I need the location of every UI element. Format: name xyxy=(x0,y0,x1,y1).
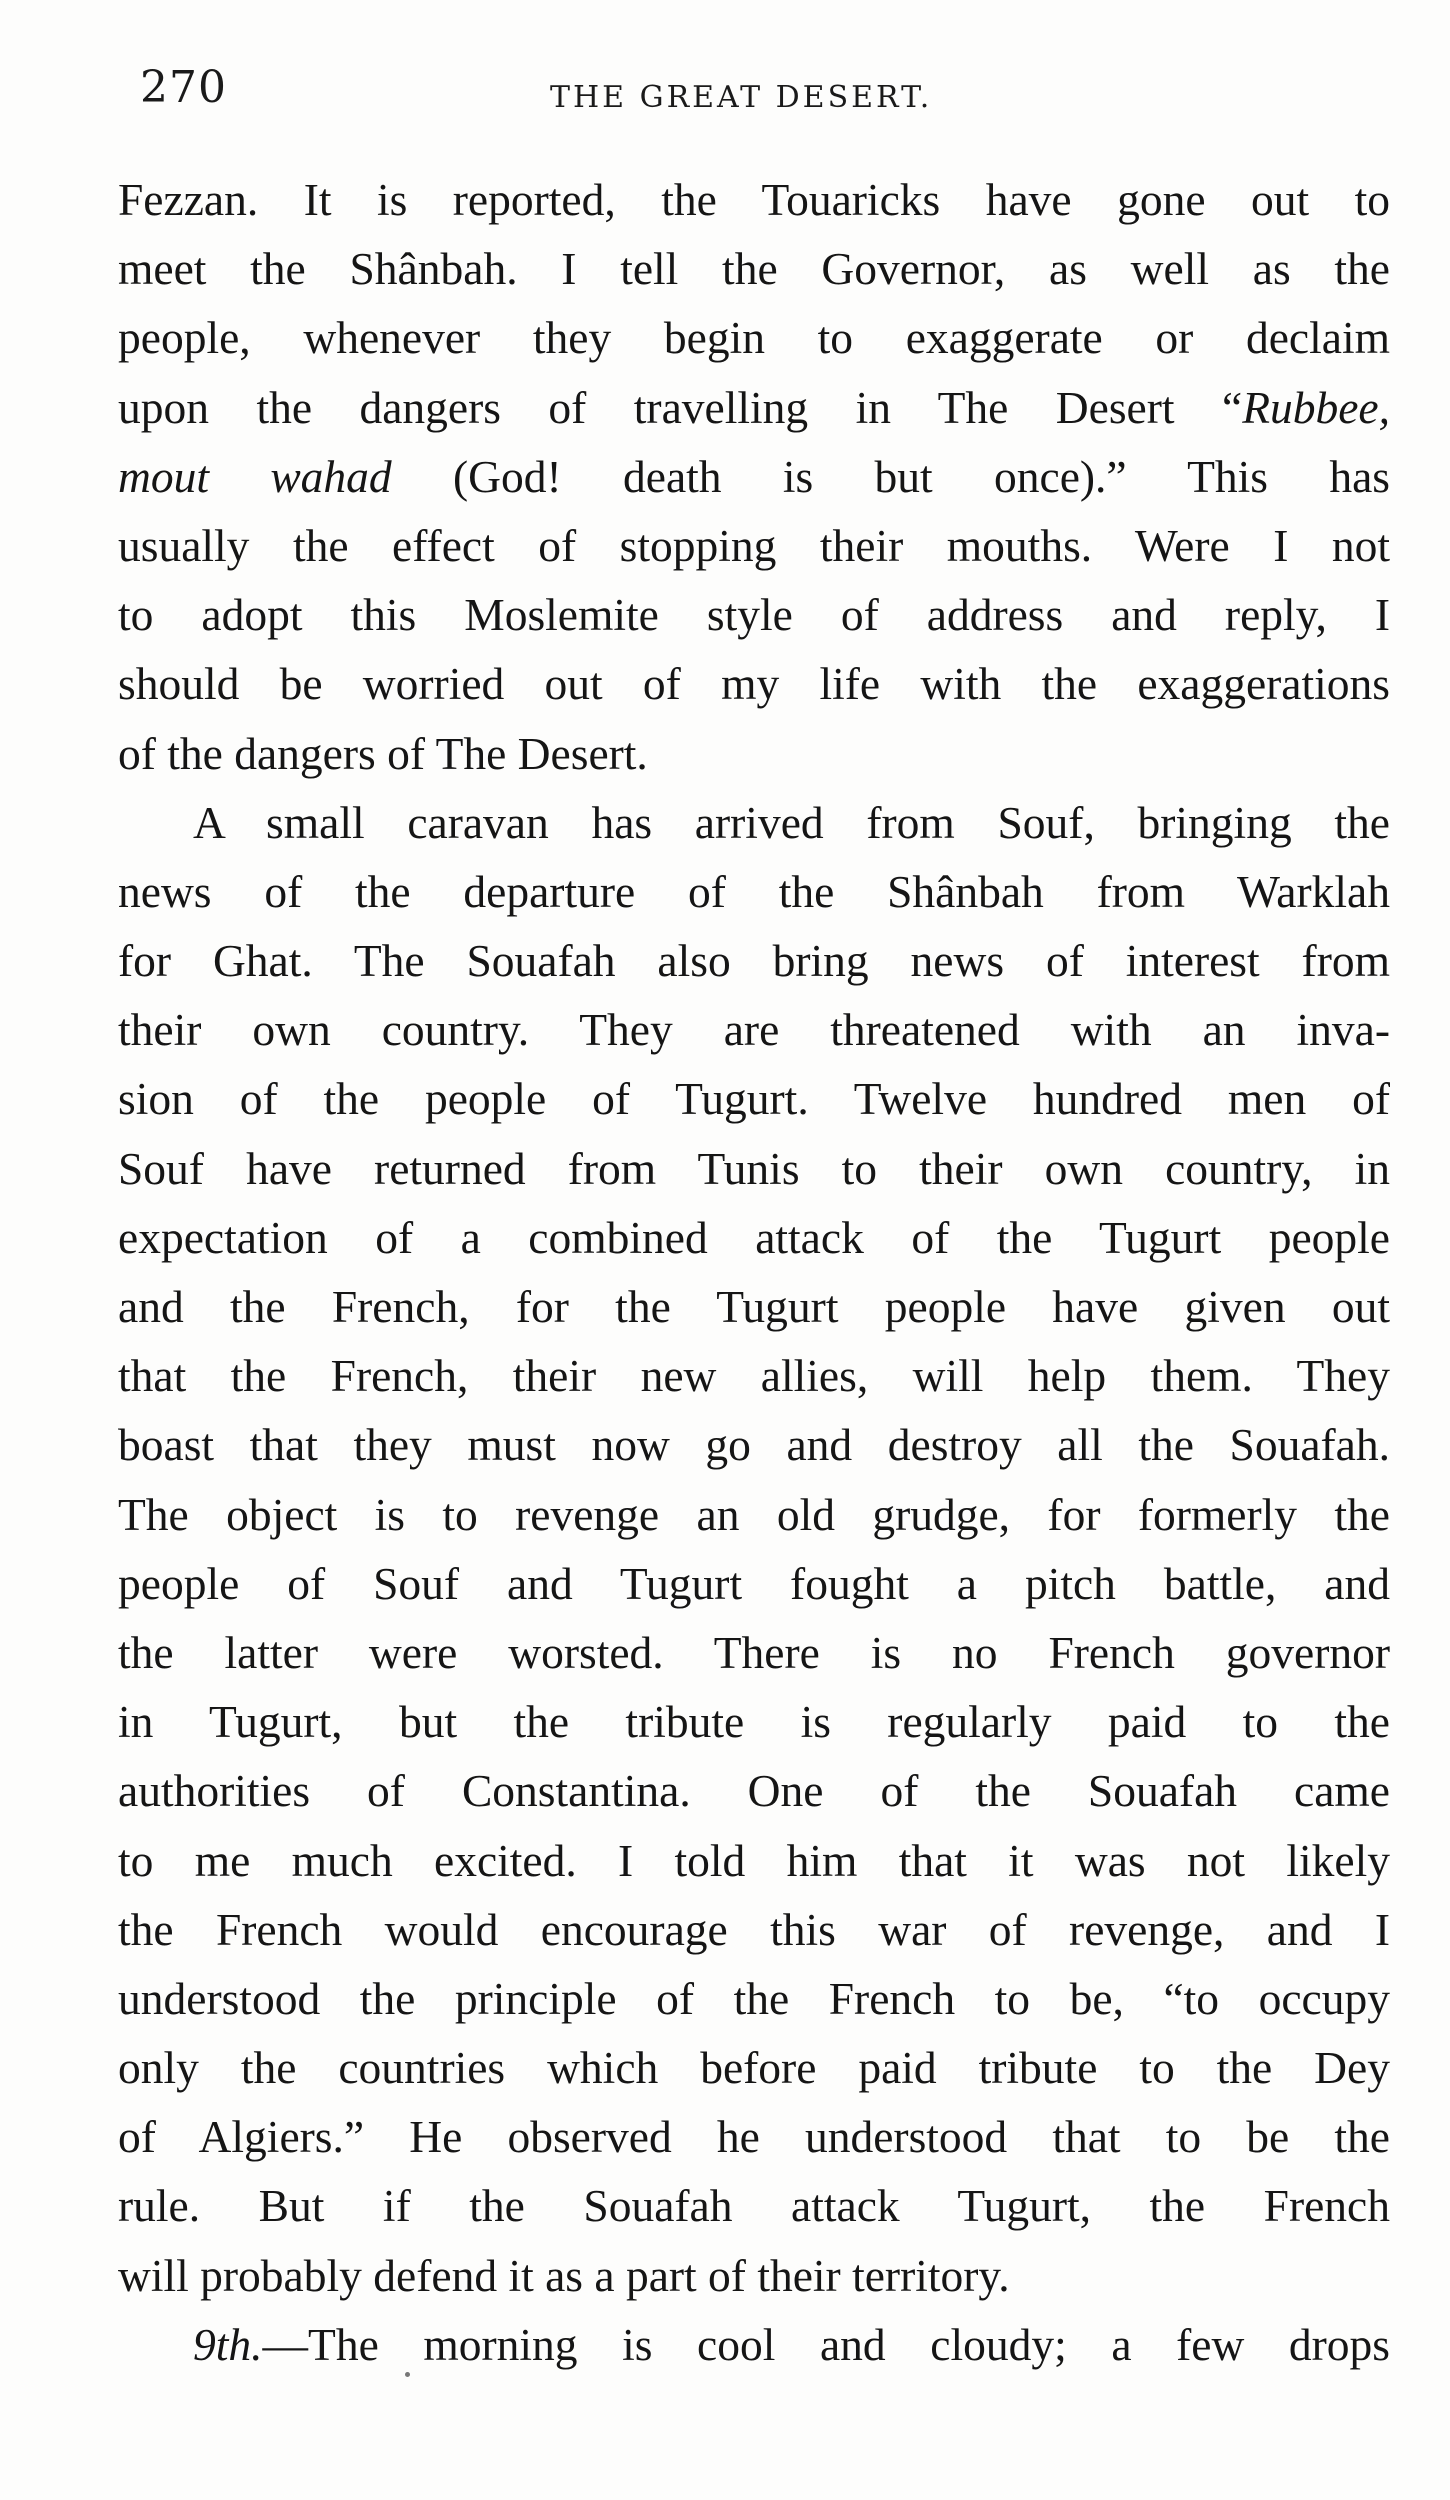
text-line: usually the effect of stopping their mouths. Were I not xyxy=(118,519,1390,571)
text-line: 9th.—The morning is cool and cloudy; a few drops xyxy=(193,2318,1390,2370)
text-line: understood the principle of the French to be, “to occupy xyxy=(118,1972,1390,2024)
text-line: that the French, their new allies, will help them. They xyxy=(118,1350,1390,1402)
text-line: and the French, for the Tugurt people have given out xyxy=(118,1281,1390,1332)
ink-speck xyxy=(405,2372,410,2377)
running-head: THE GREAT DESERT. xyxy=(550,80,933,115)
text-line: in Tugurt, but the tribute is regularly paid to the xyxy=(118,1696,1390,1748)
text-line: A small caravan has arrived from Souf, bringing the xyxy=(193,796,1390,848)
text-line: their own country. They are threatened with an inva- xyxy=(118,1004,1390,1056)
text-line: Fezzan. It is reported, the Touaricks have gone out to xyxy=(118,174,1390,225)
text-line: will probably defend it as a part of their territory. xyxy=(118,2249,1010,2301)
text-line: Souf have returned from Tunis to their own country, in xyxy=(118,1142,1390,1194)
text-line: mout wahad (God! death is but once).” This has xyxy=(118,450,1390,502)
text-line: people of Souf and Tugurt fought a pitch battle, and xyxy=(118,1557,1390,1609)
text-line: to adopt this Moslemite style of address and reply, I xyxy=(118,589,1390,641)
text-line: authorities of Constantina. One of the Souafah came xyxy=(118,1765,1390,1817)
text-line: of Algiers.” He observed he understood that to be the xyxy=(118,2111,1390,2163)
page-header xyxy=(140,62,1370,132)
text-line: only the countries which before paid tribute to the Dey xyxy=(118,2042,1390,2094)
body-text xyxy=(118,165,1390,2379)
text-line: The object is to revenge an old grudge, for formerly the xyxy=(118,1488,1390,1540)
page-number: 270 xyxy=(140,62,227,113)
text-line: of the dangers of The Desert. xyxy=(118,727,648,779)
text-line: to me much excited. I told him that it was not likely xyxy=(118,1834,1390,1886)
text-line: upon the dangers of travelling in The Desert “Rubbee, xyxy=(118,381,1390,433)
text-line: the French would encourage this war of revenge, and I xyxy=(118,1903,1390,1955)
text-line: news of the departure of the Shânbah from Warklah xyxy=(118,865,1390,917)
text-line: rule. But if the Souafah attack Tugurt, the French xyxy=(118,2180,1390,2232)
text-line: people, whenever they begin to exaggerate or declaim xyxy=(118,312,1390,364)
text-line: for Ghat. The Souafah also bring news of interest from xyxy=(118,935,1390,987)
italic-phrase: Rubbee, xyxy=(1242,381,1390,433)
text-line: meet the Shânbah. I tell the Governor, as well as the xyxy=(118,243,1390,295)
italic-phrase: mout wahad xyxy=(118,450,392,502)
text-line: boast that they must now go and destroy all the Souafah. xyxy=(118,1419,1390,1471)
text-line: the latter were worsted. There is no French governor xyxy=(118,1626,1390,1678)
text-line: sion of the people of Tugurt. Twelve hundred men of xyxy=(118,1073,1390,1125)
text-line: expectation of a combined attack of the Tugurt people xyxy=(118,1211,1390,1263)
text-line: should be worried out of my life with the exaggerations xyxy=(118,658,1390,710)
date-entry: 9th. xyxy=(193,2318,263,2370)
